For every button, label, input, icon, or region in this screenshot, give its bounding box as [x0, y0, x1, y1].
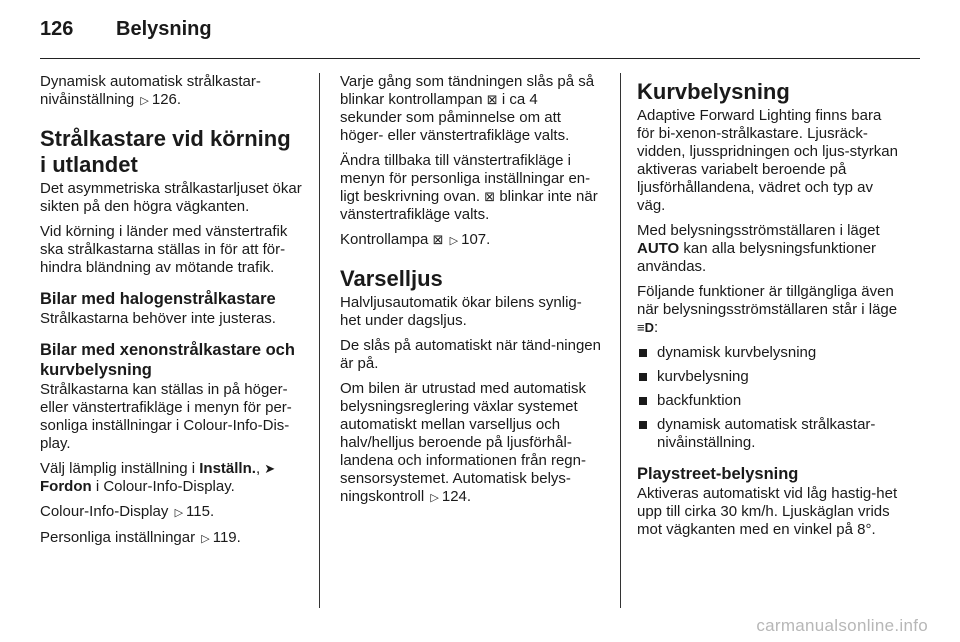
- page-header: [40, 18, 212, 50]
- heading-curve-lighting: Kurvbelysning: [637, 79, 790, 104]
- function-list: [637, 344, 902, 452]
- paragraph: Colour-Info-Display ▷ 115.: [40, 503, 302, 522]
- paragraph: Ändra tillbaka till vänstertrafikläge i menyn för personliga inställningar en-ligt beskrivning ovan. ⊠ blinkar inte när vänstertrafikläge valts.: [340, 152, 598, 223]
- page-ref: 119.: [212, 529, 241, 546]
- menu-path-settings: Inställn.: [199, 460, 256, 477]
- paragraph: Med belysningsströmställaren i läget AUTO kan alla belysningsfunktioner användas.: [637, 222, 880, 275]
- ref-arrow-icon: [199, 529, 212, 546]
- list-item: dynamisk kurvbelysning: [639, 344, 902, 362]
- column-divider: [319, 73, 320, 608]
- paragraph: Aktiveras automatiskt vid låg hastig-het upp till cirka 30 km/h. Ljuskäglan vrids mot vägkanten med en vinkel på 8°.: [637, 485, 898, 538]
- page-number: 126: [40, 18, 74, 40]
- paragraph: Personliga inställningar ▷ 119.: [40, 529, 302, 548]
- paragraph: Kontrollampa ⊠ ▷ 107.: [340, 231, 602, 250]
- paragraph: Om bilen är utrustad med automatisk belysningsreglering växlar systemet automatiskt mellan varselljus och halv/helljus beroende på ljusförhål-landena och informationen från regn-sensorsystemet. Automatisk belys-ningskontroll ▷ 124.: [340, 380, 602, 507]
- heading-halogen: Bilar med halogenstrålkastare: [40, 290, 276, 308]
- list-item: dynamisk automatisk strålkastar-nivåinställning.: [639, 416, 902, 452]
- paragraph: Halvljusautomatik ökar bilens synlig-het under dagsljus.: [340, 294, 582, 329]
- paragraph: De slås på automatiskt när tänd-ningen är på.: [340, 337, 601, 372]
- list-item: kurvbelysning: [639, 368, 902, 386]
- headlight-indicator-icon: ⊠: [486, 92, 498, 107]
- watermark: carmanualsonline.info: [756, 616, 928, 635]
- paragraph: Strålkastarna kan ställas in på höger- eller vänstertrafikläge i menyn för per-sonliga inställningar i Colour-Info-Dis-play.: [40, 381, 292, 452]
- heading-daylight: Varselljus: [340, 266, 443, 291]
- menu-path-vehicle: Fordon: [40, 478, 92, 495]
- header-rule: [40, 58, 920, 59]
- list-item: backfunktion: [639, 392, 902, 410]
- page-ref: 124.: [441, 488, 472, 505]
- paragraph: Följande funktioner är tillgängliga även när belysningsströmställaren står i läge ≡D:: [637, 283, 898, 336]
- intro-paragraph: Dynamisk automatisk strålkastar-nivåinställning ▷ 126.: [40, 73, 302, 110]
- paragraph: Adaptive Forward Lighting finns bara för bi-xenon-strålkastare. Ljusräck-vidden, ljusspridningen och ljus-styrkan aktiveras variabelt beroende på ljusförhållandena, vädret och typ av väg.: [637, 107, 898, 214]
- arrow-right-icon: ➤: [264, 461, 276, 476]
- paragraph: Välj lämplig inställning i Inställn., ➤ Fordon i Colour-Info-Display.: [40, 460, 276, 495]
- column-1: [40, 73, 302, 555]
- column-2: [340, 73, 602, 514]
- ref-arrow-icon: [428, 488, 441, 505]
- ref-arrow-icon: [448, 231, 461, 248]
- paragraph: Strålkastarna behöver inte justeras.: [40, 310, 276, 327]
- section-title: Belysning: [116, 18, 212, 40]
- paragraph: Varje gång som tändningen slås på så blinkar kontrollampan ⊠ i ca 4 sekunder som påminnelse om att höger- eller vänstertrafikläge valts.: [340, 73, 595, 144]
- headlight-indicator-icon: ⊠: [432, 232, 444, 247]
- auto-mode-label: AUTO: [637, 240, 680, 257]
- page-ref: 107.: [461, 231, 491, 248]
- heading-playstreet: Playstreet-belysning: [637, 465, 799, 483]
- page-ref: 126.: [151, 91, 182, 108]
- column-3: [637, 73, 902, 546]
- ref-arrow-icon: [138, 91, 151, 108]
- paragraph: Det asymmetriska strålkastarljuset ökar sikten på den högra vägkanten.: [40, 180, 302, 215]
- headlight-indicator-icon: ⊠: [484, 189, 496, 204]
- page-ref: 115.: [186, 503, 215, 520]
- ref-arrow-icon: [173, 503, 186, 520]
- heading-abroad: Strålkastare vid körning i utlandet: [40, 126, 291, 177]
- heading-xenon: Bilar med xenonstrålkastare och kurvbelysning: [40, 341, 295, 379]
- column-divider: [620, 73, 621, 608]
- low-beam-icon: ≡D: [637, 320, 654, 335]
- paragraph: Vid körning i länder med vänstertrafik ska strålkastarna ställas in för att för-hindra bländning av mötande trafik.: [40, 223, 288, 276]
